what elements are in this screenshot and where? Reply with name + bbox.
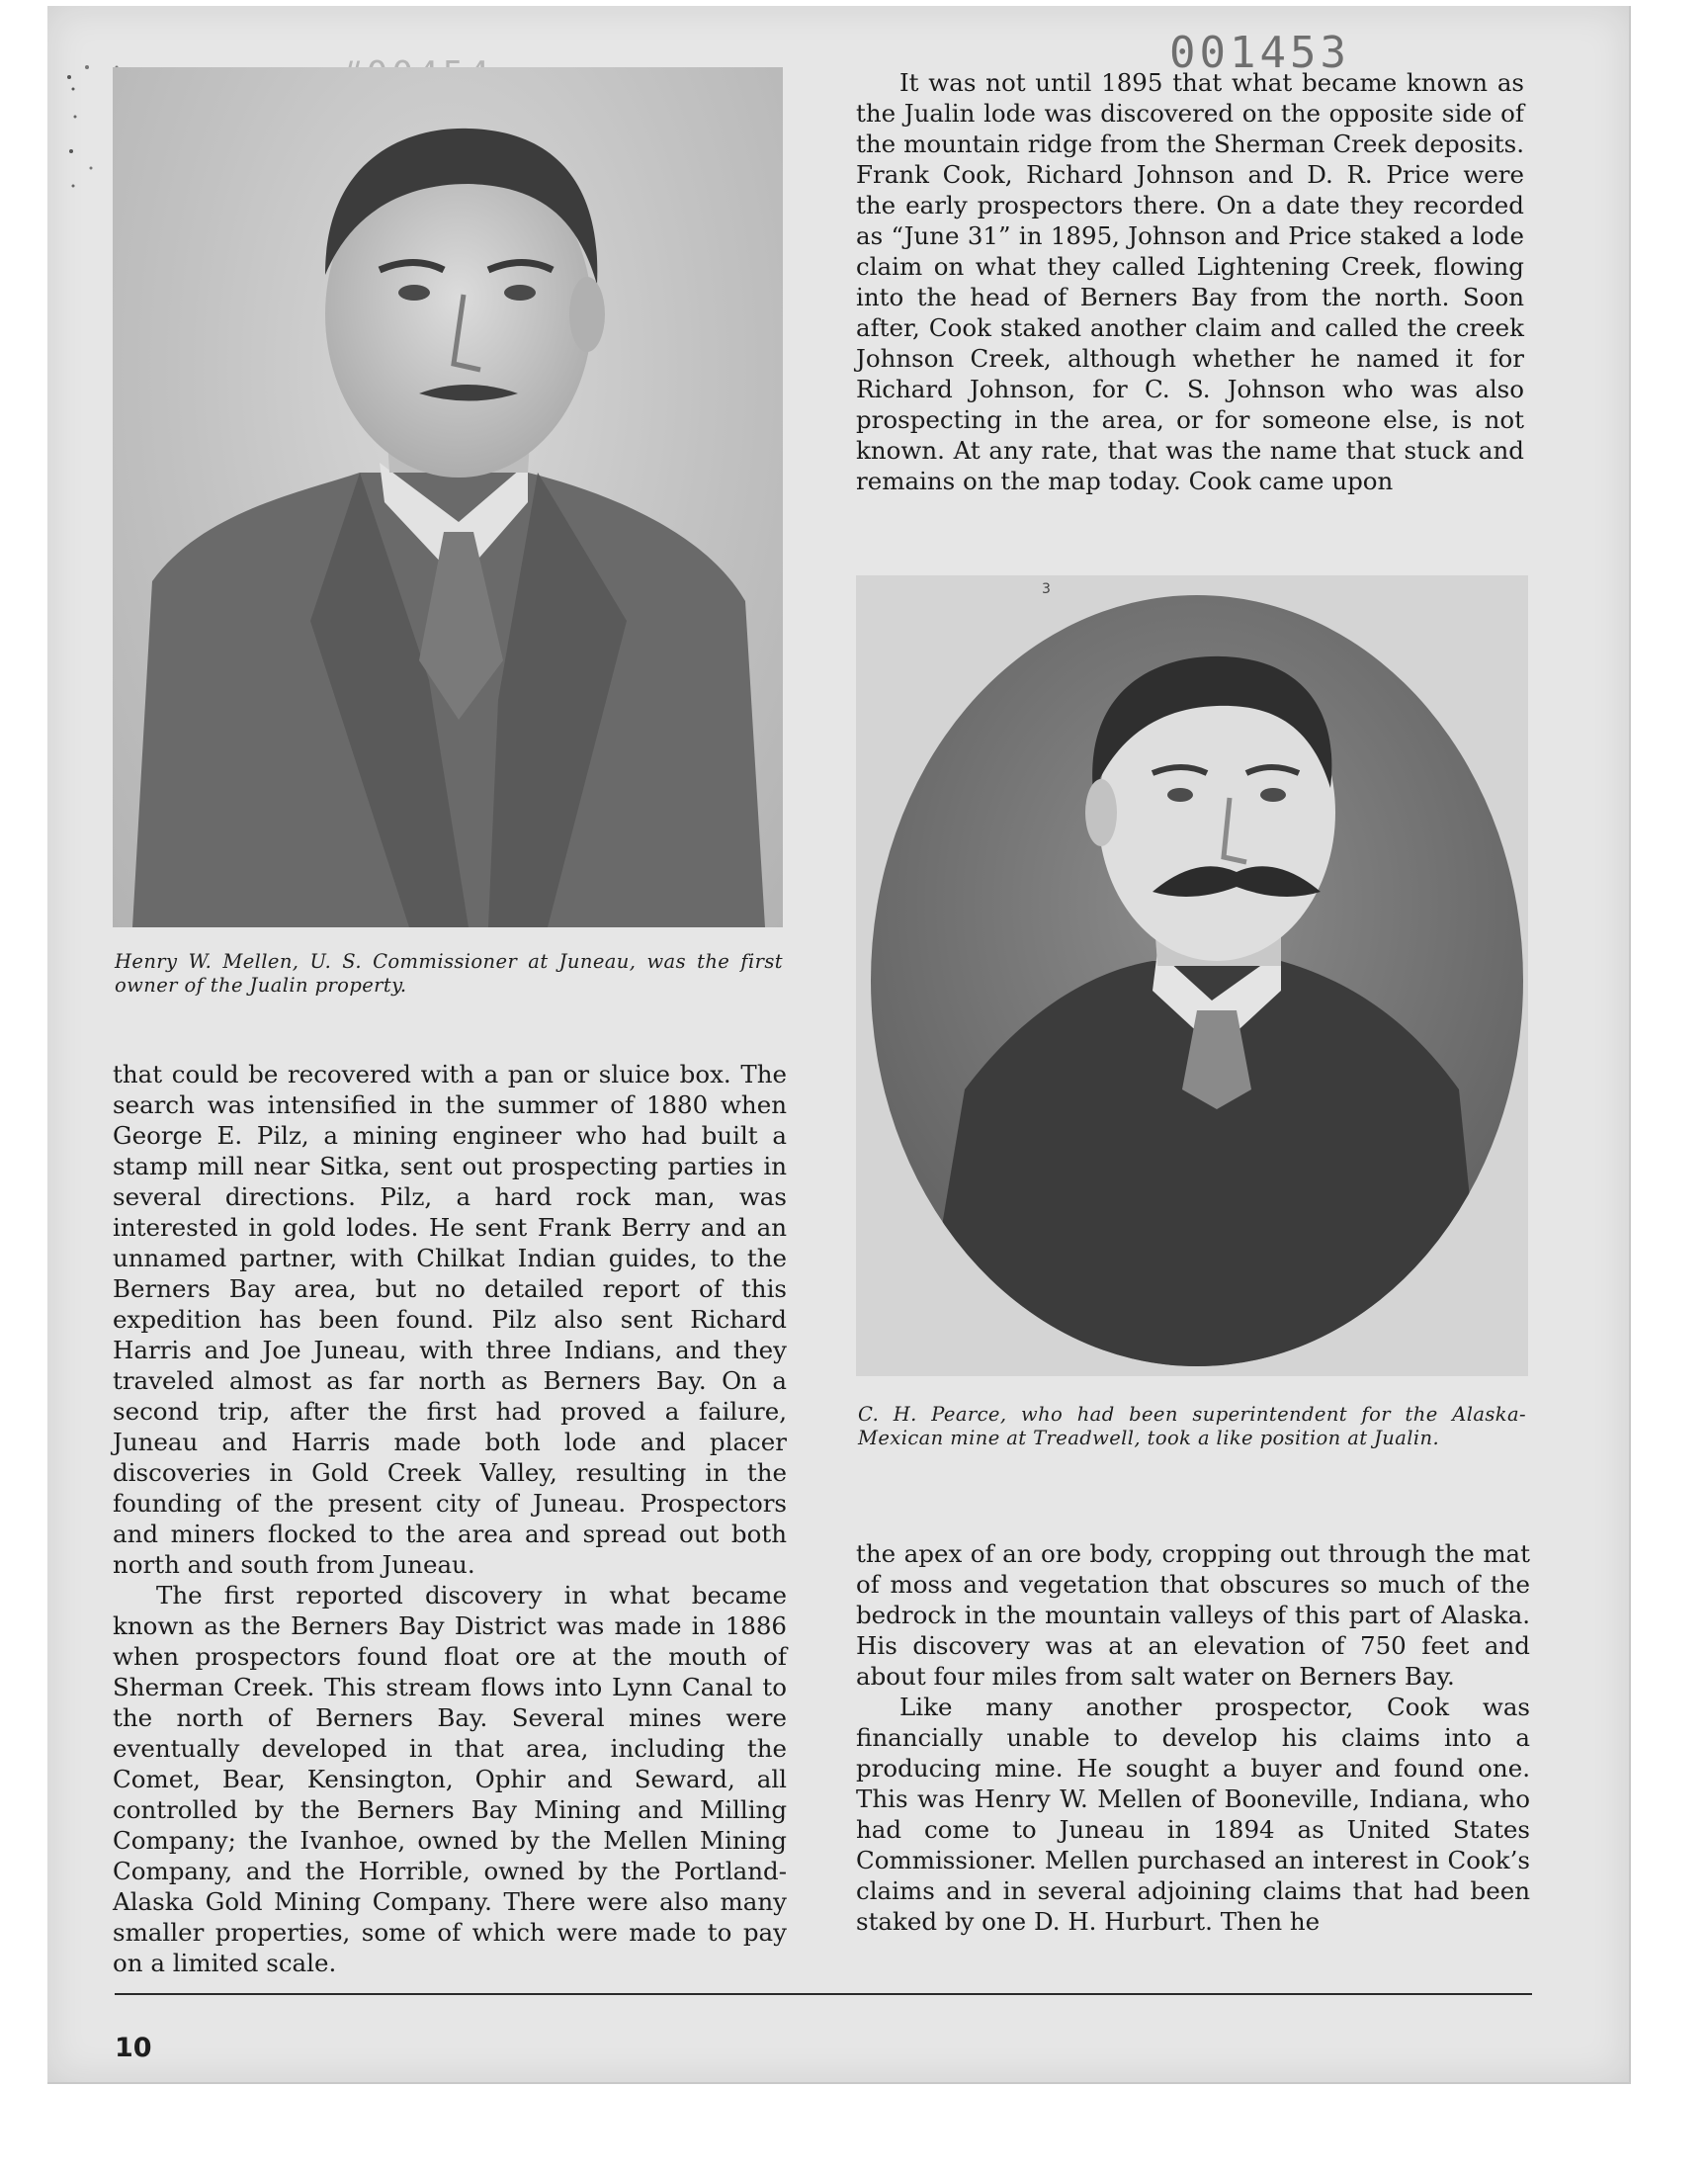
left-column-text bbox=[113, 1059, 787, 1978]
pearce-caption: C. H. Pearce, who had been superintendent for the Alaska-Mexican mine at Treadwell, took a like position at Jualin. bbox=[858, 1403, 1526, 1449]
paragraph-berners-bay-district: The first reported discovery in what became known as the Berners Bay District was made in 1886 when prospectors found float ore at the mouth of Sherman Creek. This stream flows into Lynn Canal to the north of Berners Bay. Several mines were eventually developed in that area, including the Comet, Bear, Kensington, Ophir and Seward, all controlled by the Berners Bay Mining and Milling Company; the Ivanhoe, owned by the Mellen Mining Company, and the Horrible, owned by the Portland-Alaska Gold Mining Company. There were also many smaller properties, some of which were made to pay on a limited scale. bbox=[113, 1581, 787, 1977]
archive-stamp-right: 001453 bbox=[1169, 28, 1350, 78]
mellen-portrait-illustration bbox=[113, 67, 783, 927]
page-number: 10 bbox=[115, 2033, 152, 2063]
right-column-text bbox=[856, 1538, 1530, 1937]
footer-rule bbox=[115, 1993, 1532, 1995]
top-right-column bbox=[856, 67, 1524, 496]
pearce-portrait-illustration bbox=[856, 575, 1528, 1376]
pearce-portrait-photo bbox=[856, 575, 1528, 1376]
paragraph-ore-body: the apex of an ore body, cropping out through the mat of moss and vegetation that obscures so much of the bedrock in the mountain valleys of this part of Alaska. His discovery was at an elevation of 750 feet and about four miles from salt water on Berners Bay. bbox=[856, 1539, 1530, 1691]
photo-corner-mark: 3 bbox=[1042, 581, 1051, 597]
paragraph-jualin-discovery: It was not until 1895 that what became known as the Jualin lode was discovered on the opposite side of the mountain ridge from the Sherman Creek deposits. Frank Cook, Richard Johnson and D. R. Price were the early prospectors there. On a date they recorded as “June 31” in 1895, Johnson and Price staked a lode claim on what they called Lightening Creek, flowing into the head of Berners Bay from the north. Soon after, Cook staked another claim and called the creek Johnson Creek, although whether he named it for Richard Johnson, for C. S. Johnson who was also prospecting in the area, or for someone else, is not known. At any rate, that was the name that stuck and remains on the map today. Cook came upon bbox=[856, 68, 1524, 495]
paragraph-pilz-search: that could be recovered with a pan or sluice box. The search was intensified in the summer of 1880 when George E. Pilz, a mining engineer who had built a stamp mill near Sitka, sent out prospecting parties in several directions. Pilz, a hard rock man, was interested in gold lodes. He sent Frank Berry and an unnamed partner, with Chilkat Indian guides, to the Berners Bay area, but no detailed report of this expedition has been found. Pilz also sent Richard Harris and Joe Juneau, with three Indians, and they traveled almost as far north as Berners Bay. On a second trip, after the first had proved a failure, Juneau and Harris made both lode and placer discoveries in Gold Creek Valley, resulting in the founding of the present city of Juneau. Prospectors and miners flocked to the area and spread out both north and south from Juneau. bbox=[113, 1060, 787, 1579]
mellen-portrait-photo bbox=[113, 67, 783, 927]
paragraph-mellen-purchase: Like many another prospector, Cook was financially unable to develop his claims into a producing mine. He sought a buyer and found one. This was Henry W. Mellen of Booneville, Indiana, who had come to Juneau in 1894 as United States Commissioner. Mellen purchased an interest in Cook’s claims and in several adjoining claims that had been staked by one D. H. Hurburt. Then he bbox=[856, 1693, 1530, 1936]
mellen-caption: Henry W. Mellen, U. S. Commissioner at Juneau, was the first owner of the Jualin property. bbox=[115, 950, 783, 997]
